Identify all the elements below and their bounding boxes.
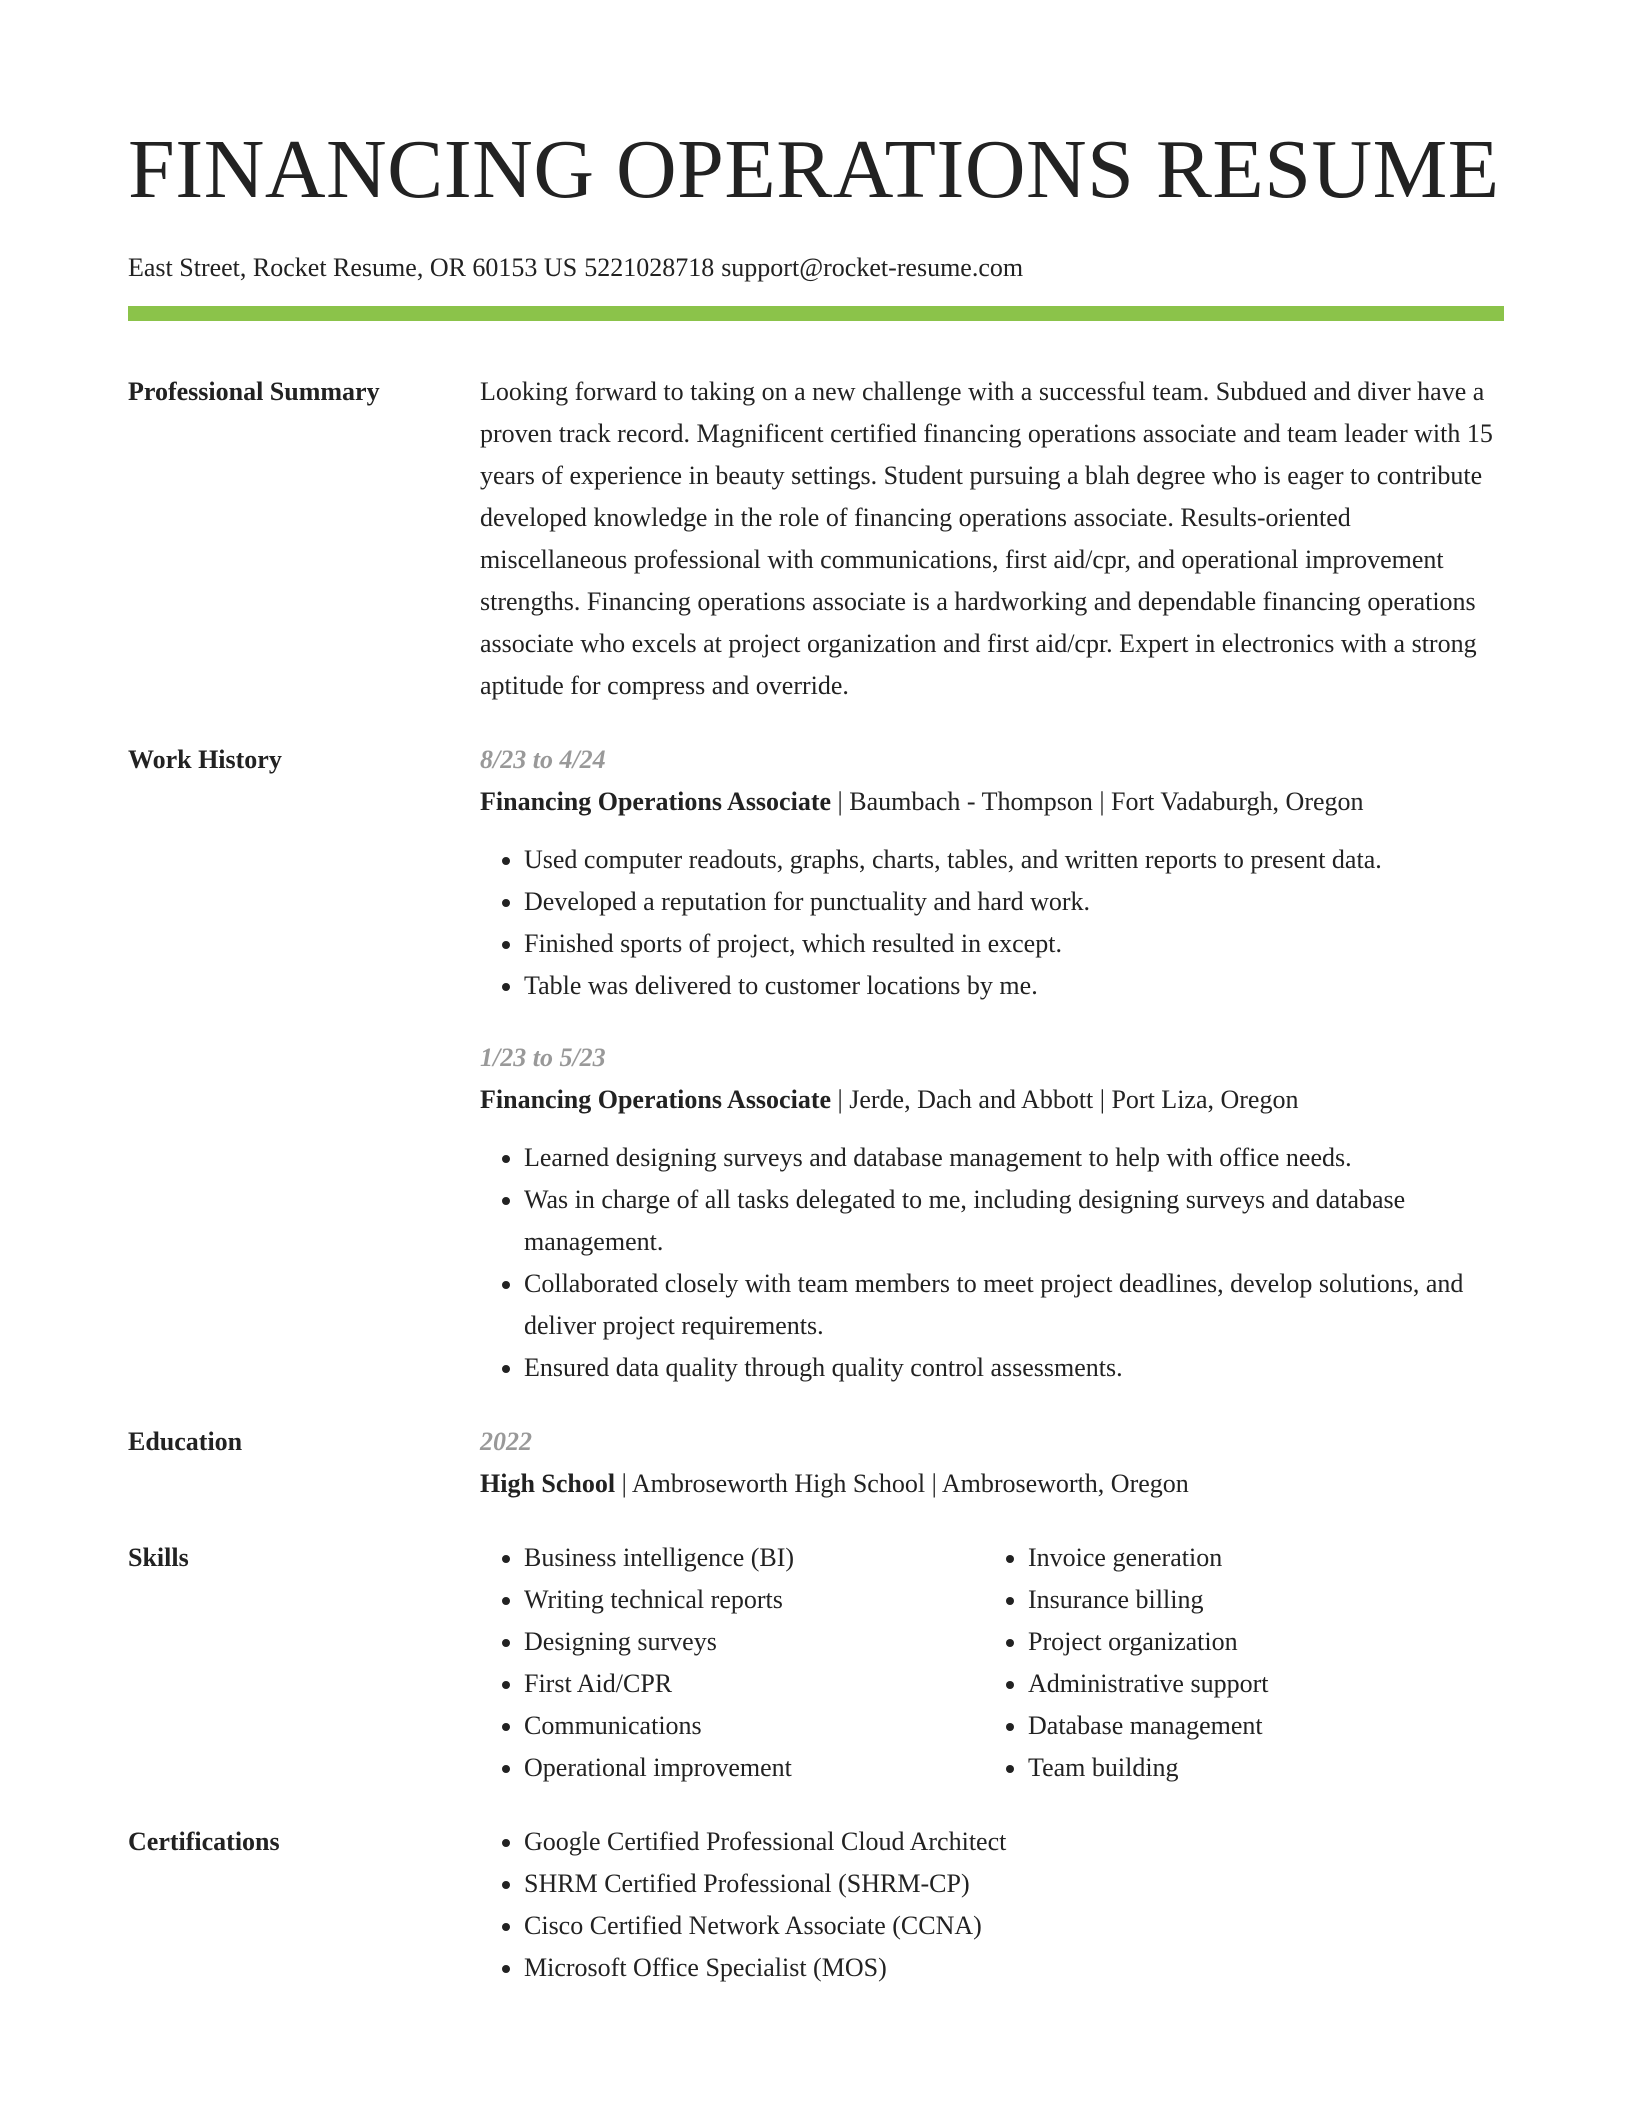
- section-professional-summary: [128, 371, 1504, 707]
- education-line: [480, 1463, 1504, 1505]
- job-bullets: [480, 1137, 1504, 1389]
- job-bullet: • Used computer readouts, graphs, charts, tables, and written reports to present data.: [524, 839, 1504, 881]
- section-title-work: Work History: [128, 745, 282, 774]
- job-bullet: • Finished sports of project, which resulted in except.: [524, 923, 1504, 965]
- section-title-education: Education: [128, 1427, 243, 1456]
- contact-phone: 5221028718: [584, 253, 715, 282]
- skill-item: • Invoice generation: [1028, 1537, 1488, 1579]
- job-dates: 1/23 to 5/23: [480, 1043, 606, 1072]
- skills-body: [480, 1537, 1504, 1789]
- contact-email: support@rocket-resume.com: [721, 253, 1024, 282]
- section-certifications: [128, 1821, 1504, 1989]
- skill-item: • Writing technical reports: [524, 1579, 984, 1621]
- skill-item: • Administrative support: [1028, 1663, 1488, 1705]
- job-bullet: • Table was delivered to customer locations by me.: [524, 965, 1504, 1007]
- skill-item: • Insurance billing: [1028, 1579, 1488, 1621]
- job-role-line: [480, 781, 1504, 823]
- job-role: Financing Operations Associate: [480, 1085, 832, 1114]
- contact-line: [128, 250, 1504, 286]
- job-bullets: [480, 839, 1504, 1007]
- certification-item: • SHRM Certified Professional (SHRM-CP): [524, 1863, 1504, 1905]
- skill-item: • Business intelligence (BI): [524, 1537, 984, 1579]
- section-work-history: [128, 739, 1504, 1389]
- resume-title: FINANCING OPERATIONS RESUME: [128, 123, 1500, 216]
- section-title-certifications: Certifications: [128, 1827, 280, 1856]
- skill-item: • Database management: [1028, 1705, 1488, 1747]
- job-details: | Baumbach - Thompson | Fort Vadaburgh, Oregon: [831, 787, 1364, 816]
- skills-list-left: [480, 1537, 984, 1789]
- certifications-body: [480, 1821, 1504, 1989]
- certification-item: • Microsoft Office Specialist (MOS): [524, 1947, 1504, 1989]
- work-body: [480, 739, 1504, 1389]
- job-entry: [480, 739, 1504, 1007]
- header-divider: [128, 306, 1504, 321]
- section-education: [128, 1421, 1504, 1505]
- contact-address: East Street, Rocket Resume, OR 60153 US: [128, 253, 578, 282]
- education-year: 2022: [480, 1427, 532, 1456]
- section-title-skills: Skills: [128, 1543, 189, 1572]
- certifications-list: [480, 1821, 1504, 1989]
- education-details: | Ambroseworth High School | Ambroseworth, Oregon: [615, 1469, 1189, 1498]
- skill-item: • Designing surveys: [524, 1621, 984, 1663]
- skill-item: • Team building: [1028, 1747, 1488, 1789]
- section-skills: [128, 1537, 1504, 1789]
- skill-item: • Operational improvement: [524, 1747, 984, 1789]
- education-body: [480, 1421, 1504, 1505]
- education-degree: High School: [480, 1469, 616, 1498]
- job-bullet: • Ensured data quality through quality control assessments.: [524, 1347, 1504, 1389]
- job-entry: [480, 1037, 1504, 1389]
- job-details: | Jerde, Dach and Abbott | Port Liza, Oregon: [831, 1085, 1299, 1114]
- certification-item: • Google Certified Professional Cloud Architect: [524, 1821, 1504, 1863]
- job-dates: 8/23 to 4/24: [480, 745, 606, 774]
- job-bullet: • Learned designing surveys and database management to help with office needs.: [524, 1137, 1504, 1179]
- summary-text: Looking forward to taking on a new challenge with a successful team. Subdued and diver have a proven track record. Magnificent certified financing operations associate and team leader with 15 years of experience in beauty settings. Student pursuing a blah degree who is eager to contribute developed knowledge in the role of financing operations associate. Results-oriented miscellaneous professional with communications, first aid/cpr, and operational improvement strengths. Financing operations associate is a hardworking and dependable financing operations associate who excels at project organization and first aid/cpr. Expert in electronics with a strong aptitude for compress and override.: [480, 377, 1493, 700]
- skill-item: • First Aid/CPR: [524, 1663, 984, 1705]
- skills-list-right: [984, 1537, 1488, 1789]
- job-bullet: • Was in charge of all tasks delegated to me, including designing surveys and database management.: [524, 1179, 1504, 1263]
- job-bullet: • Developed a reputation for punctuality and hard work.: [524, 881, 1504, 923]
- summary-body: [480, 371, 1504, 707]
- skill-item: • Communications: [524, 1705, 984, 1747]
- job-role-line: [480, 1079, 1504, 1121]
- job-role: Financing Operations Associate: [480, 787, 832, 816]
- section-title-summary: Professional Summary: [128, 377, 380, 406]
- resume-page: [128, 0, 1504, 1989]
- certification-item: • Cisco Certified Network Associate (CCNA): [524, 1905, 1504, 1947]
- skill-item: • Project organization: [1028, 1621, 1488, 1663]
- job-bullet: • Collaborated closely with team members to meet project deadlines, develop solutions, and deliver project requirements.: [524, 1263, 1504, 1347]
